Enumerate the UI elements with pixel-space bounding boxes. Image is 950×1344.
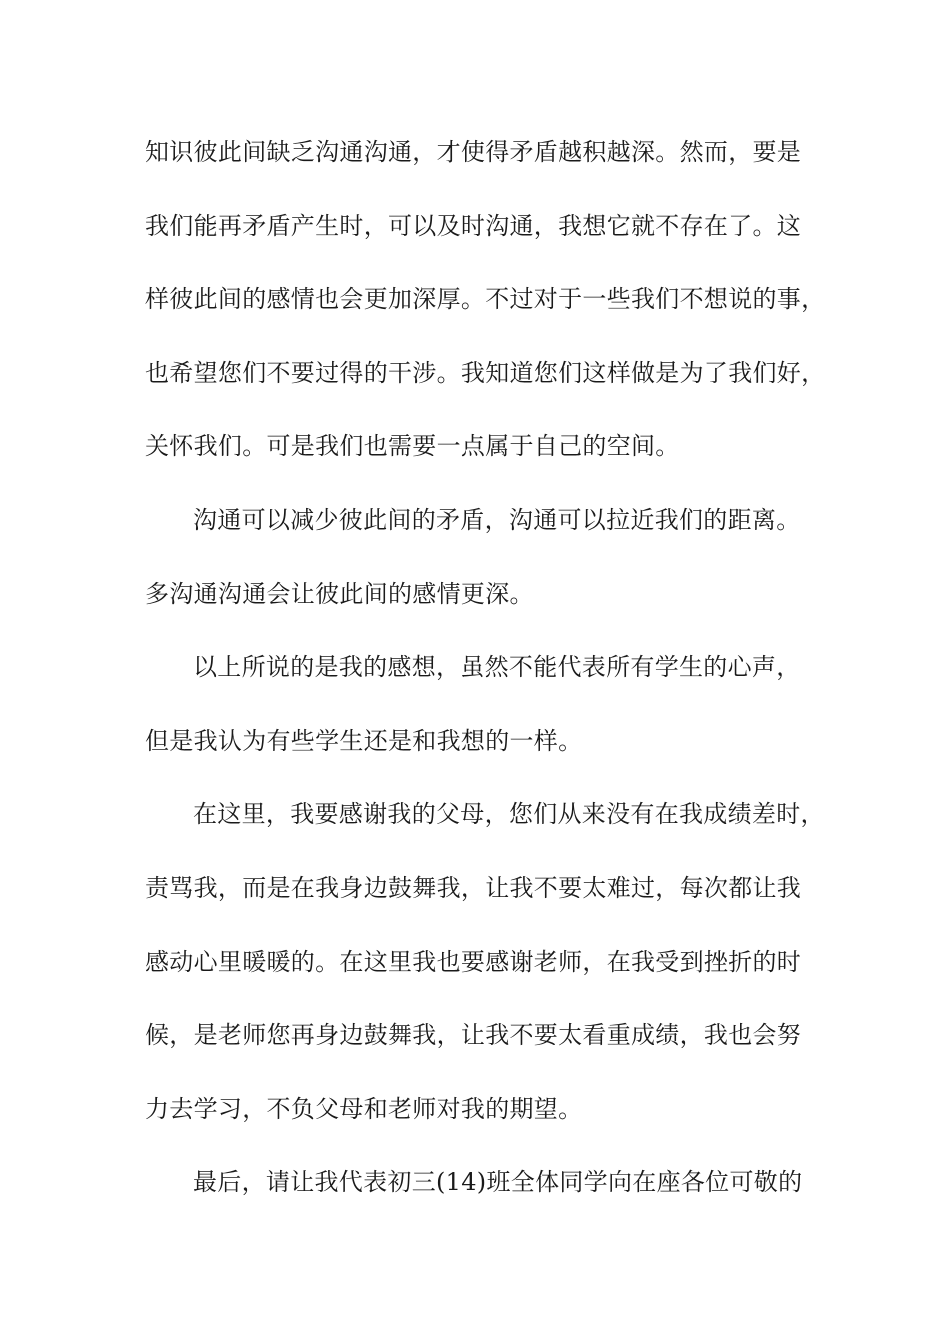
text-line: 感动心里暖暖的。在这里我也要感谢老师，在我受到挫折的时 (145, 947, 802, 976)
text-line: 多沟通沟通会让彼此间的感情更深。 (145, 579, 534, 608)
paragraph-start-line: 在这里，我要感谢我的父母，您们从来没有在我成绩差时， (193, 800, 825, 829)
text-line: 知识彼此间缺乏沟通沟通，才使得矛盾越积越深。然而，要是 (145, 138, 802, 166)
text-line: 但是我认为有些学生还是和我想的一样。 (145, 726, 583, 755)
text-line: 候，是老师您再身边鼓舞我，让我不要太看重成绩，我也会努 (145, 1021, 802, 1050)
text-line: 责骂我，而是在我身边鼓舞我，让我不要太难过，每次都让我 (145, 873, 802, 902)
text-line: 样彼此间的感情也会更加深厚。不过对于一些我们不想说的事， (145, 285, 826, 314)
text-line: 力去学习，不负父母和老师对我的期望。 (145, 1094, 583, 1123)
text-line: 关怀我们。可是我们也需要一点属于自己的空间。 (145, 432, 680, 461)
text-line: 也希望您们不要过得的干涉。我知道您们这样做是为了我们好， (145, 358, 826, 387)
document-body (145, 127, 835, 1231)
paragraph-start-line: 最后，请让我代表初三(14)班全体同学向在座各位可敬的 (193, 1168, 803, 1197)
paragraph-start-line: 以上所说的是我的感想，虽然不能代表所有学生的心声， (193, 653, 801, 682)
paragraph-start-line: 沟通可以减少彼此间的矛盾，沟通可以拉近我们的距离。 (193, 505, 801, 534)
text-line: 我们能再矛盾产生时，可以及时沟通，我想它就不存在了。这 (145, 211, 802, 240)
